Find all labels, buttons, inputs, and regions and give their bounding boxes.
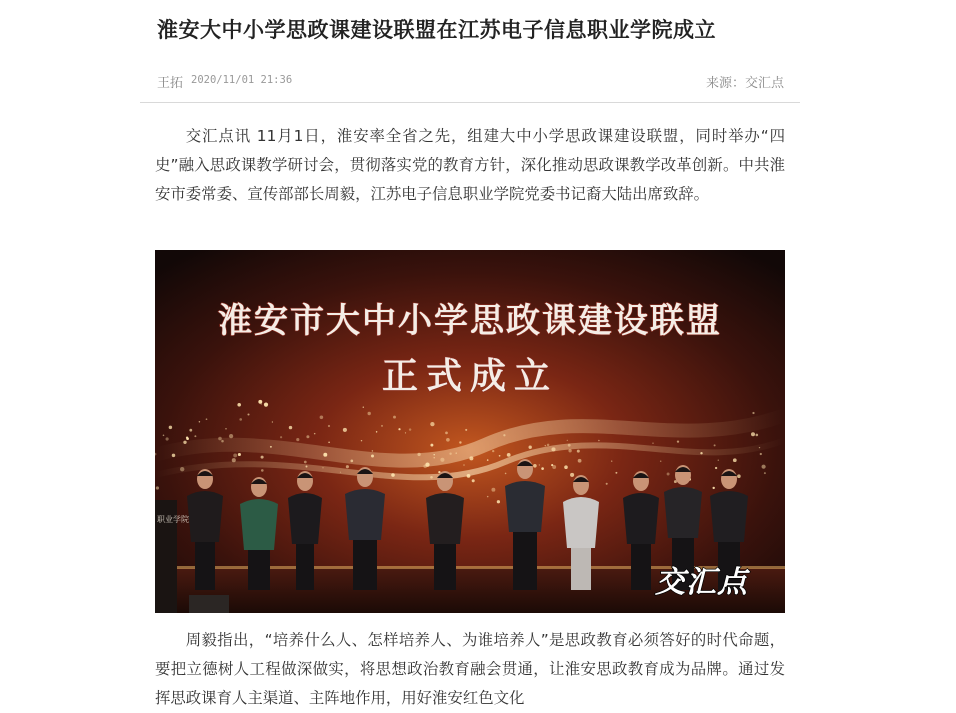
sparkle	[465, 429, 467, 431]
sparkle	[463, 464, 465, 466]
sparkle	[547, 444, 550, 447]
sparkle	[487, 496, 488, 497]
article-meta	[140, 58, 800, 103]
sparkle	[306, 435, 309, 438]
sparkle	[652, 442, 654, 444]
sparkle	[570, 473, 574, 477]
sparkle	[440, 458, 444, 462]
sparkle	[194, 435, 196, 437]
sparkle	[492, 450, 494, 452]
sparkle	[551, 447, 555, 451]
sparkle	[611, 460, 612, 461]
sparkle	[715, 467, 717, 469]
sparkle	[751, 432, 755, 436]
sparkle	[391, 473, 395, 477]
sparkle	[459, 441, 461, 443]
article-photo	[155, 250, 785, 613]
sparkle	[545, 445, 546, 446]
sparkle	[449, 452, 451, 454]
sparkle	[598, 440, 600, 442]
sparkle	[539, 464, 540, 465]
sparkle	[264, 403, 268, 407]
article-title: 淮安大中小学思政课建设联盟在江苏电子信息职业学院成立	[157, 18, 716, 42]
sparkle	[172, 454, 175, 457]
sparkle	[718, 460, 719, 461]
sparkle	[467, 474, 471, 478]
sparkle	[221, 440, 224, 443]
sparkle	[764, 472, 766, 474]
sparkle	[499, 455, 501, 457]
sparkle	[714, 444, 716, 446]
sparkle	[169, 426, 172, 429]
sparkle	[700, 452, 702, 454]
sparkle	[189, 429, 192, 432]
sparkle	[225, 428, 227, 430]
sparkle	[239, 418, 242, 421]
sparkle	[409, 428, 411, 430]
sparkle	[314, 433, 316, 435]
sparkle	[363, 407, 364, 408]
sparkle	[238, 453, 241, 456]
sparkle	[328, 425, 330, 427]
sparkle	[737, 474, 741, 478]
sparkle	[423, 464, 427, 468]
sparkle	[578, 459, 582, 463]
sparkle	[166, 437, 169, 440]
sparkle	[456, 452, 457, 453]
sparkle	[567, 440, 568, 441]
sparkle	[533, 464, 537, 468]
sparkle	[677, 440, 679, 442]
sparkle	[306, 466, 308, 468]
sparkle	[606, 483, 608, 485]
sparkle	[199, 421, 201, 423]
sparkle	[759, 447, 760, 448]
sparkle	[163, 435, 165, 437]
sparkle	[372, 450, 374, 452]
sparkle	[491, 488, 495, 492]
sparkle	[280, 436, 282, 438]
sparkle	[368, 412, 371, 415]
sparkle	[343, 428, 347, 432]
sparkle	[304, 461, 307, 464]
sparkle	[237, 403, 241, 407]
sparkle	[417, 453, 420, 456]
article-paragraph: 周毅指出，“培养什么人、怎样培养人、为谁培养人”是思政教育必须答好的时代命题，要把立德树人工程做深做实，将思想政治教育融会贯通，让淮安思政教育成为品牌。通过发挥思政课育人主渠道、主阵地作用，用好淮安红色文化	[155, 631, 785, 707]
sparkle	[507, 453, 511, 457]
sparkle	[371, 455, 374, 458]
author-name[interactable]: 王拓	[157, 76, 184, 91]
sparkle	[322, 467, 323, 468]
sparkle	[320, 416, 324, 420]
article-paragraph: 交汇点讯 11月1日，淮安率全省之先，组建大中小学思政课建设联盟，同时举办“四史”融入思政课教学研讨会，贯彻落实党的教育方针，深化推动思政课教学改革创新。中共淮安市委常委、宣传部部长周毅，江苏电子信息职业学院党委书记裔大陆出席致辞。	[155, 127, 785, 203]
sparkle	[229, 434, 233, 438]
sparkle	[206, 418, 208, 420]
sparkle	[328, 441, 330, 443]
sparkle	[323, 453, 327, 457]
sparkle	[430, 444, 433, 447]
wall-sign: 职业学院	[157, 515, 189, 524]
sparkle	[469, 456, 473, 460]
sparkle	[564, 465, 568, 469]
sparkle	[503, 434, 505, 436]
sparkle	[438, 471, 440, 473]
sparkle	[430, 476, 433, 479]
article-source: 来源：交汇点	[705, 76, 784, 91]
sparkle	[261, 456, 264, 459]
sparkle	[398, 428, 400, 430]
sparkle	[183, 441, 186, 444]
photo-watermark: 交汇点	[655, 565, 748, 600]
sparkle	[272, 421, 273, 422]
sparkle	[186, 436, 188, 438]
publish-time: 2020/11/01 21:36	[191, 74, 293, 86]
sparkle	[615, 472, 617, 474]
sparkle	[760, 453, 762, 455]
sparkle	[156, 486, 159, 489]
sparkle	[430, 422, 434, 426]
banner-title: 淮安市大中小学思政课建设联盟	[218, 301, 722, 341]
sparkle	[660, 460, 661, 461]
sparkle	[180, 467, 184, 471]
sparkle	[346, 465, 349, 468]
sparkle	[497, 500, 500, 503]
sparkle	[446, 438, 450, 442]
sparkle	[393, 416, 396, 419]
banner-subtitle: 正式成立	[381, 355, 559, 397]
sparkle	[405, 432, 406, 433]
sparkle	[361, 440, 362, 441]
sparkle	[381, 425, 383, 427]
sparkle	[296, 438, 299, 441]
sparkle	[258, 400, 262, 404]
sparkle	[752, 412, 754, 414]
sparkle	[445, 432, 448, 435]
sparkle	[433, 454, 434, 455]
sparkle	[232, 458, 236, 462]
sparkle	[434, 457, 435, 458]
sparkle	[577, 450, 580, 453]
sparkle	[261, 469, 264, 472]
ceremony-photo-illustration	[155, 250, 785, 613]
sparkle	[552, 465, 556, 469]
sparkle	[529, 446, 532, 449]
sparkle	[712, 487, 714, 489]
sparkle	[756, 434, 759, 437]
sparkle	[289, 426, 292, 429]
sparkle	[568, 444, 571, 447]
sparkle	[340, 472, 341, 473]
sparkle	[733, 458, 737, 462]
sparkle	[270, 446, 272, 448]
sparkle	[472, 479, 475, 482]
sparkle	[487, 459, 489, 461]
sparkle	[218, 437, 222, 441]
sparkle	[247, 413, 249, 415]
sparkle	[762, 465, 766, 469]
sparkle	[568, 449, 571, 452]
sparkle	[233, 453, 237, 457]
sparkle	[541, 467, 544, 470]
sparkle	[667, 473, 670, 476]
sparkle	[376, 431, 377, 432]
sparkle	[350, 460, 353, 463]
sparkle	[505, 473, 507, 475]
